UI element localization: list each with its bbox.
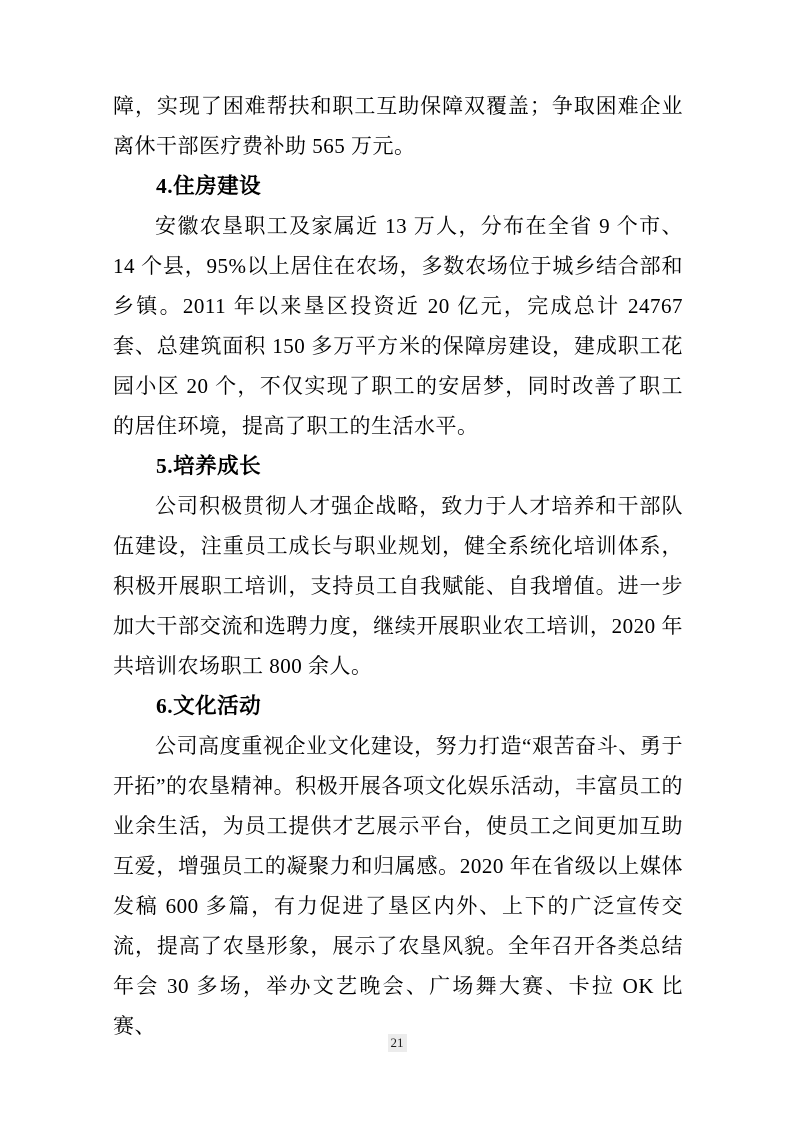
paragraph-culture: 公司高度重视企业文化建设，努力打造“艰苦奋斗、勇于开拓”的农垦精神。积极开展各项文化娱乐活动，丰富员工的业余生活，为员工提供才艺展示平台，使员工之间更加互助互爱，增强员工的凝聚力和归属感。2020 年在省级以上媒体发稿 600 多篇，有力促进了垦区内外、上下的广泛宣传交流，提高了农垦形象，展示了农垦风貌。全年召开各类总结年会 30 多场，举办文艺晚会、广场舞大赛、卡拉 OK 比赛、 <box>113 734 683 1038</box>
paragraph-training: 公司积极贯彻人才强企战略，致力于人才培养和干部队伍建设，注重员工成长与职业规划，健全系统化培训体系，积极开展职工培训，支持员工自我赋能、自我增值。进一步加大干部交流和选聘力度，继续开展职业农工培训，2020 年共培训农场职工 800 余人。 <box>113 494 683 678</box>
paragraph-welfare-continued: 障，实现了困难帮扶和职工互助保障双覆盖；争取困难企业离休干部医疗费补助 565 万元。 <box>113 94 683 158</box>
page-number: 21 <box>388 1034 407 1052</box>
section-heading-housing: 4.住房建设 <box>156 174 262 198</box>
document-body <box>113 86 683 1046</box>
section-heading-training: 5.培养成长 <box>156 454 262 478</box>
page-footer <box>0 1034 794 1052</box>
section-heading-culture: 6.文化活动 <box>156 694 262 718</box>
paragraph-housing: 安徽农垦职工及家属近 13 万人，分布在全省 9 个市、14 个县，95%以上居住在农场，多数农场位于城乡结合部和乡镇。2011 年以来垦区投资近 20 亿元，完成总计 24767 套、总建筑面积 150 多万平方米的保障房建设，建成职工花园小区 20 个，不仅实现了职工的安居梦，同时改善了职工的居住环境，提高了职工的生活水平。 <box>113 214 683 438</box>
